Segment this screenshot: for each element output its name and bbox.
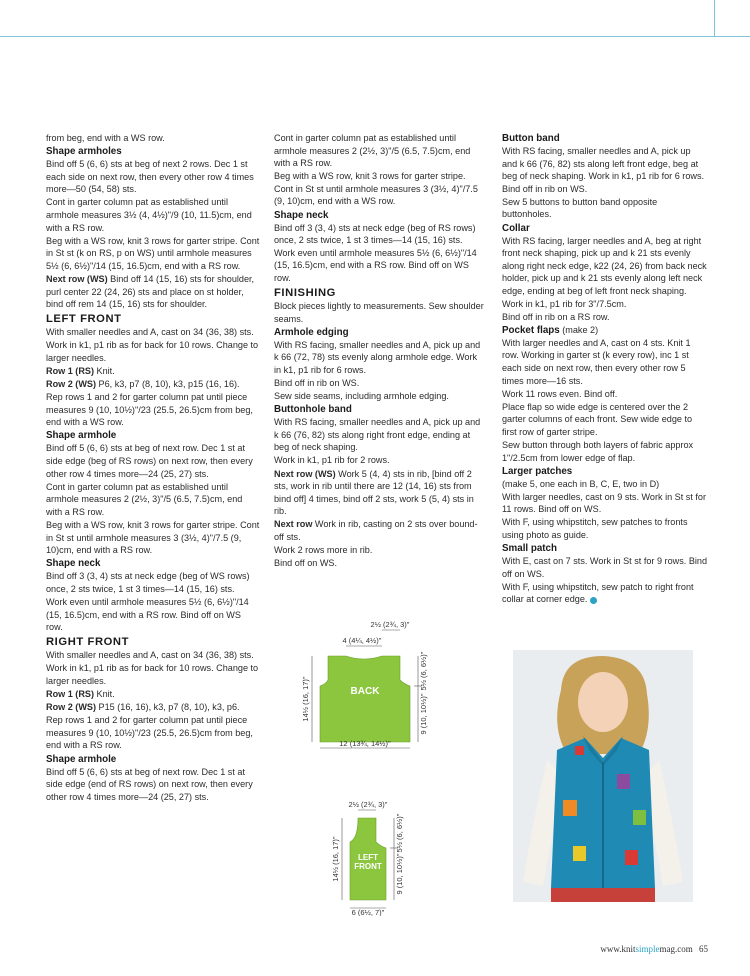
top-measure: 2½ (2¾, 3)"	[348, 800, 388, 809]
row-label: Row 1 (RS)	[46, 366, 94, 376]
row-label: Next row (WS)	[274, 468, 336, 479]
heading-right-front: RIGHT FRONT	[46, 635, 130, 648]
site-url-prefix: www.knit	[600, 944, 636, 954]
model-photo	[513, 650, 693, 902]
paragraph: Sew 5 buttons to button band opposite buttonholes.	[502, 196, 658, 220]
paragraph: With larger needles, cast on 9 sts. Work in St st for 11 rows. Bind off on WS.	[502, 491, 707, 515]
paragraph: Bind off in rib on a RS row.	[502, 311, 610, 322]
neck-top-measure: 2½ (2¾, 3)"	[370, 620, 410, 629]
paragraph: Beg with a WS row, knit 3 rows for garter stripe. Cont in St st until armhole measures 3 (3½, 4)"/7.5 (9, 10)cm, end with a WS row.	[274, 171, 478, 207]
armhole-measure: 5½ (6, 6½)"	[395, 813, 404, 853]
row-text: Work 5 (4, 4) sts in rib, [bind off 2 sts, work in rib until there are 12 (14, 16) sts from bind off] 4 times, bind off 2 sts, work 5 (5, 4) sts in rib.	[274, 468, 474, 517]
row-text: Knit.	[94, 366, 115, 376]
left-height-measure: 14½ (16, 17)"	[331, 836, 340, 882]
heading-shape-armhole: Shape armhole	[46, 753, 117, 765]
paragraph: Work in k1, p1 rib for 2 rows.	[274, 455, 390, 466]
pocket-flaps-heading-row	[502, 324, 708, 337]
trim-line-horizontal	[0, 36, 750, 37]
front-label-line-1: LEFT	[358, 853, 378, 862]
paragraph	[502, 581, 708, 606]
heading-collar: Collar	[502, 222, 530, 234]
paragraph	[274, 518, 485, 543]
paragraph: With RS facing, smaller needles and A, pick up and k 66 (72, 78) sts evenly along armhole edge. Work in k1, p1 rib for 6 rows.	[274, 339, 481, 375]
patch-red	[625, 850, 638, 865]
front-label-line-2: FRONT	[354, 862, 382, 871]
back-label: BACK	[350, 686, 380, 697]
patch-green	[633, 810, 646, 825]
paragraph: Cont in garter column pat as established until armhole measures 3½ (4, 4½)"/9 (10, 11.5)cm, end with a RS row.	[46, 197, 252, 233]
column-2	[274, 132, 485, 570]
paragraph: Bind off on WS.	[274, 558, 338, 569]
heading-larger-patches: Larger patches	[502, 465, 573, 477]
paragraph-text: With F, using whipstitch, sew patch to right front collar at corner edge.	[502, 581, 694, 605]
paragraph: Bind off 5 (6, 6) sts at beg of next row. Dec 1 st at side edge (beg of RS rows) on next row, then every other row 4 times more—24 (25, 27) sts.	[46, 443, 253, 479]
row-text: Work in rib, casting on 2 sts over bound-off sts.	[274, 519, 478, 543]
paragraph: Bind off in rib on WS.	[274, 378, 360, 388]
paragraph: With smaller needles and A, cast on 34 (36, 38) sts.	[46, 650, 254, 661]
heading-button-band: Button band	[502, 133, 560, 144]
heading-armhole-edging: Armhole edging	[274, 326, 349, 338]
left-height-measure: 14½ (16, 17)"	[301, 676, 310, 722]
row-label: Next row	[274, 519, 313, 530]
row-label: Row 2 (WS)	[46, 379, 97, 390]
back-schematic	[280, 618, 460, 750]
paragraph: Bind off 5 (6, 6) sts at beg of next row. Dec 1 st at side edge (end of RS rows) on next row, then every other row 4 times more—24 (25, 27) sts.	[46, 766, 253, 802]
patch-yellow	[573, 846, 586, 861]
end-mark-icon	[590, 597, 597, 604]
paragraph: Bind off 5 (6, 6) sts at beg of next 2 rows. Dec 1 st each side on next row, then every other row 4 times more—50 (54, 58) sts.	[46, 159, 254, 195]
heading-shape-neck: Shape neck	[274, 209, 329, 221]
paragraph: Work in k1, p1 rib as for back for 10 rows. Change to larger needles.	[46, 340, 259, 363]
paragraph: Cont in garter column pat as established until armhole measures 2 (2½, 3)"/5 (6.5, 7.5)cm, end with a RS row.	[46, 481, 243, 517]
paragraph: With E, cast on 7 sts. Work in St st for 9 rows. Bind off on WS.	[502, 556, 708, 579]
paragraph: Cont in garter column pat as established until armhole measures 2 (2½, 3)"/5 (6.5, 7.5)cm, end with a RS row.	[274, 133, 471, 169]
paragraph: With RS facing, smaller needles and A, pick up and k 66 (76, 82) sts along left front edge, beg at beg of neck shaping. Work in k1, p1 rib for 6 rows. Bind off in rib on WS.	[502, 146, 705, 194]
heading-left-front: LEFT FRONT	[46, 312, 122, 325]
paragraph	[274, 468, 485, 518]
paragraph: With larger needles and A, cast on 4 sts. Knit 1 row. Working in garter st (k every row), inc 1 st each side on next row, then every other row 5 times more—16 sts.	[502, 337, 691, 386]
body-measure: 9 (10, 10½)"	[419, 693, 428, 735]
site-url-accent: simple	[635, 944, 660, 954]
paragraph: from beg, end with a WS row.	[46, 133, 165, 143]
row-text: Knit.	[94, 689, 115, 700]
bottom-measure: 6 (6½, 7)"	[351, 908, 385, 916]
row-label: Row 2 (WS)	[46, 702, 97, 713]
trim-line-vertical	[714, 0, 715, 36]
page-footer	[600, 944, 708, 954]
heading-shape-neck: Shape neck	[46, 558, 101, 570]
paragraph	[46, 273, 260, 311]
paragraph: Beg with a WS row, knit 3 rows for garter stripe. Cont in St st (k on RS, p on WS) until armhole measures 5½ (6, 6½)"/14 (15, 16.5)cm, end with a RS row.	[46, 235, 260, 271]
paragraph	[46, 701, 260, 714]
column-1	[46, 132, 260, 804]
heading-shape-armhole: Shape armhole	[46, 430, 117, 442]
heading-finishing: FINISHING	[274, 286, 336, 299]
paragraph: (make 5, one each in B, C, E, two in D)	[502, 478, 660, 489]
patch-orange	[563, 800, 577, 816]
paragraph	[46, 688, 260, 701]
paragraph: Work 11 rows even. Bind off.	[502, 388, 618, 399]
row-text: Bind off 14 (15, 16) sts for shoulder, purl center 22 (24, 26) sts and place on st holder, bind off rem 14 (15, 16) sts for shoulder.	[46, 273, 255, 310]
bottom-measure: 12 (13¾, 14½)"	[339, 739, 391, 748]
back-panel-shape	[320, 656, 410, 742]
paragraph: Bind off 3 (3, 4) sts at neck edge (beg of RS rows) once, 2 sts twice, 1 st 3 times—14 (15, 16) sts. Work even until armhole measures 5½ (6, 6½)"/14 (15, 16.5)cm, end with a RS row. Bind off on WS row.	[274, 222, 477, 283]
paragraph: With smaller needles and A, cast on 34 (36, 38) sts.	[46, 327, 254, 338]
column-3	[502, 132, 708, 607]
row-label: Next row (WS)	[46, 273, 108, 284]
patch-red-small	[575, 746, 584, 755]
paragraph	[46, 378, 260, 391]
paragraph: With F, using whipstitch, sew patches to fronts using photo as guide.	[502, 517, 688, 541]
heading-shape-armholes: Shape armholes	[46, 146, 122, 158]
heading-pocket-flaps: Pocket flaps	[502, 324, 560, 336]
paragraph: Beg with a WS row, knit 3 rows for garter stripe. Cont in St st until armhole measures 3 (3½, 4)"/7.5 (9, 10)cm, end with a RS row.	[46, 520, 260, 556]
face	[578, 672, 628, 732]
site-url-suffix: mag.com	[659, 944, 693, 954]
paragraph: Rep rows 1 and 2 for garter column pat until piece measures 9 (10, 10½)"/23 (25.5, 26.5)cm from beg, end with a WS row.	[46, 392, 253, 428]
paragraph: With RS facing, larger needles and A, beg at right front neck shaping, pick up and k 21 sts evenly along right neck edge, k22 (24, 26) from back neck holder, pick up and k 21 sts evenly along left neck edge, ending at beg of left front neck shaping. Work in k1, p1 rib for 3"/7.5cm.	[502, 235, 707, 309]
heading-buttonhole-band: Buttonhole band	[274, 404, 352, 416]
page-number: 65	[699, 944, 708, 954]
paragraph: Work even until armhole measures 5½ (6, 6½)"/14 (15, 16.5)cm, end with a RS row. Bind off on WS row.	[46, 597, 249, 633]
paragraph: Rep rows 1 and 2 for garter column pat until piece measures 9 (10, 10½)"/23 (25.5, 26.5)cm from beg, end with a RS row.	[46, 715, 253, 751]
paragraph: Place flap so wide edge is centered over the 2 garter columns of each front. Sew wide edge to first row of garter stripe.	[502, 401, 693, 437]
paragraph: With RS facing, smaller needles and A, pick up and k 66 (76, 82) sts along right front edge, ending at beg of neck shaping.	[274, 417, 481, 453]
left-front-schematic	[280, 798, 440, 916]
paragraph: Block pieces lightly to measurements. Sew shoulder seams.	[274, 301, 484, 324]
patch-purple	[617, 774, 630, 789]
pants	[551, 888, 655, 902]
paragraph: Work in k1, p1 rib as for back for 10 rows. Change to larger needles.	[46, 663, 259, 686]
paragraph: Work 2 rows more in rib.	[274, 545, 373, 556]
paragraph	[46, 365, 260, 378]
paragraph: Sew side seams, including armhole edging.	[274, 391, 449, 402]
neck-width-measure: 4 (4¼, 4½)"	[342, 636, 382, 645]
row-text: P6, k3, p7 (8, 10), k3, p15 (16, 16).	[96, 379, 240, 390]
heading-small-patch: Small patch	[502, 543, 557, 555]
row-text: P15 (16, 16), k3, p7 (8, 10), k3, p6.	[96, 702, 240, 713]
armhole-measure: 5½ (6, 6½)"	[419, 651, 428, 691]
body-measure: 9 (10, 10½)"	[395, 853, 404, 895]
pocket-flaps-note: (make 2)	[559, 324, 599, 335]
row-label: Row 1 (RS)	[46, 689, 94, 700]
paragraph: Sew button through both layers of fabric approx 1"/2.5cm from lower edge of flap.	[502, 439, 694, 463]
paragraph: Bind off 3 (3, 4) sts at neck edge (beg of WS rows) once, 2 sts twice, 1 st 3 times—14 (15, 16) sts.	[46, 571, 250, 594]
